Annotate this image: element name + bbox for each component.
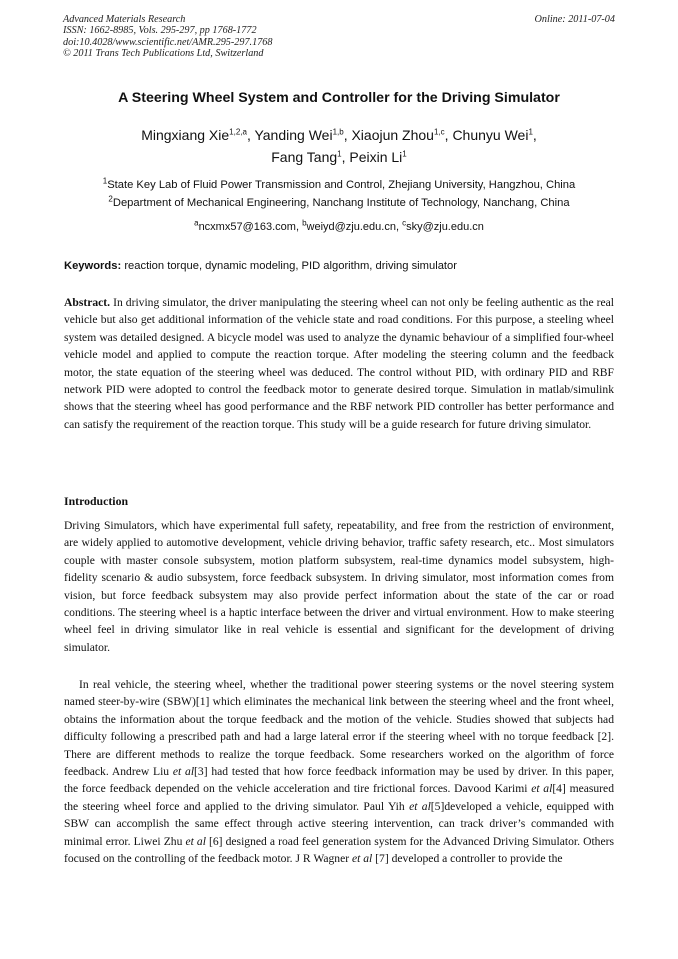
author-list: Mingxiang Xie$^{1,2,a}$, Yanding Wei$^{1,b}$, Xiaojun Zhou$^{1,c}$, Chunyu Wei$^1$, Fang Tang$^1$, Peixin Li$^1$ (141, 127, 537, 165)
email-sup: c (402, 218, 407, 228)
author-sup: 1 (528, 127, 533, 137)
affiliation-text: State Key Lab of Fluid Power Transmission and Control, Zhejiang University, Hangzhou, China (107, 179, 576, 191)
intro-text: [4] measured the steering wheel force and applied to the driving simulator. Paul Yih (64, 782, 614, 813)
email-sup: a (194, 218, 199, 228)
author-name: Xiaojun Zhou (351, 127, 434, 143)
author-sup: 1 (402, 149, 407, 159)
author-sup: 1,2,a (229, 127, 247, 137)
author-name: Yanding Wei (254, 127, 333, 143)
email: weiyd@zju.edu.cn (306, 221, 396, 233)
author-sup: 1,c (433, 127, 445, 137)
journal-name: Advanced Materials Research (63, 14, 186, 25)
keywords-label: Keywords: (64, 260, 122, 272)
doi: doi:10.4028/www.scientific.net/AMR.295-297.1768 (63, 36, 273, 48)
email-sup: b (302, 218, 307, 228)
email: ncxmx57@163.com (198, 221, 296, 233)
intro-paragraph-1: Driving Simulators, which have experimental full safety, repeatability, and free from the restriction of environment, are widely applied to automotive development, vehicle driving behavior, traffic safety research, etc.. Most simulators couple with master console subsystem, motion platform subsystem, real-time dynamics model subsystem, high-fidelity scenario & audio subsystem, force feedback subsystem. In driving simulator, most information comes from vision, but force feedback subsystem may also provide perfect information about the state of the car or road conditions. The steering wheel is a haptic interface between the driver and virtual environment. How to make steering wheel feel in driving simulator like in real vehicle is essential and significant for the development of driving simulator. (64, 519, 614, 654)
abstract-text: In driving simulator, the driver manipulating the steering wheel can not only be feeling authentic as the real vehicle but also get additional information of the vehicle state and road conditions. For this purpose, a steeling wheel system was detailed designed. A bicycle model was used to analyze the dynamic behaviour of a simplified four-wheel vehicle model and applied to compute the reaction torque. After modeling the steering column and the feedback motor, the state equation of the steering wheel was deduced. The control without PID, with ordinary PID and RBF network PID were adopted to control the feedback motor to generate desired torque. Simulation in matlab/simulink shows that the steering wheel has good performance and the RBF network PID controller has better performance and can satisfy the requirement of the reaction torque. This study will be a guide research for future driving simulator. (64, 296, 614, 431)
author-emails: $^a$ncxmx57@163.com, $^b$weiyd@zju.edu.cn, $^c$sky@zju.edu.cn (194, 218, 484, 233)
intro-text: In real vehicle, the steering wheel, whether the traditional power steering systems or the novel steering system named steer-by-wire (SBW)[1] which eliminates the mechanical link between the steering wheel and the front wheel, obtains the information about the torque feedback and the motion of the vehicle. Studies showed that subjects had difficulty following a prescribed path and had a large lateral error if the steering wheel with no torque feedback [2]. There are different methods to realize the torque feedback. Some researchers worked on the algorithm of force feedback. Andrew Liu (64, 678, 614, 779)
affiliation-2 (40, 194, 638, 209)
email: sky@zju.edu.cn (406, 221, 484, 233)
intro-paragraph-2 (64, 676, 614, 867)
author-name: Mingxiang Xie (141, 127, 230, 143)
author-name: Peixin Li (349, 149, 403, 165)
affiliation-sup: 2 (108, 194, 113, 204)
author-sup: 1,b (332, 127, 344, 137)
copyright: © 2011 Trans Tech Publications Ltd, Switzerland (63, 48, 264, 60)
keywords (64, 260, 614, 272)
abstract (64, 294, 614, 433)
et-al: et al (172, 765, 195, 779)
intro-text: [5]developed a vehicle, equipped with SBW can accomplish the same effect through active steering intervention, can track driver’s commanded with minimal error. Liwei Zhu (64, 799, 614, 848)
author-name: Chunyu Wei (452, 127, 529, 143)
et-al: et al (409, 799, 431, 813)
et-al: et al (351, 852, 373, 866)
keywords-text: reaction torque, dynamic modeling, PID algorithm, driving simulator (124, 260, 457, 272)
author-sup: 1 (337, 149, 342, 159)
intro-text: [7] developed a controller to provide the (372, 852, 563, 866)
journal-header (63, 14, 615, 60)
issn: ISSN: 1662-8985, Vols. 295-297, pp 1768-1772 (63, 25, 257, 37)
et-al: et al (531, 782, 553, 796)
et-al: et al (185, 834, 206, 848)
affiliation-text: Department of Mechanical Engineering, Nanchang Institute of Technology, Nanchang, China (112, 197, 570, 209)
author-name: Fang Tang (271, 149, 338, 165)
abstract-label: Abstract. (64, 296, 111, 309)
intro-text: [3] had tested that how force feedback information may be used by driver. In this paper, the force feedback depended on the vehicle acceleration and tire frictional forces. Davood Karimi (64, 765, 614, 796)
intro-text: [6] designed a road feel generation system for the Advanced Driving Simulator. Others focused on the controlling of the feedback motor. J R Wagner (64, 834, 614, 866)
paper-title: A Steering Wheel System and Controller for the Driving Simulator (118, 90, 560, 106)
affiliation-1 (40, 176, 638, 191)
section-heading-introduction: Introduction (64, 494, 129, 508)
affiliation-sup: 1 (102, 176, 108, 186)
online-date: Online: 2011-07-04 (534, 14, 615, 25)
